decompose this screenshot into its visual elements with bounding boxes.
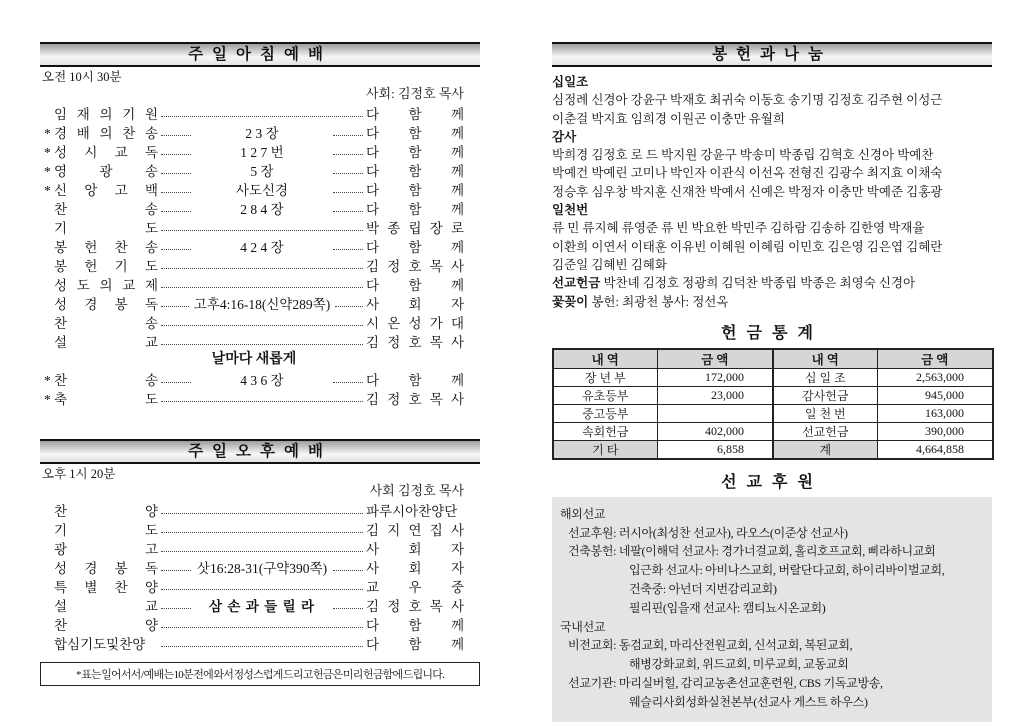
service-row: [44, 179, 464, 198]
service-row: [44, 293, 464, 312]
morning-sermon-title: 날마다 새롭게: [211, 352, 297, 367]
stat-amount: 2,563,000: [877, 368, 993, 386]
service-item-label: 광 고: [54, 542, 158, 557]
service-item-person: 사 회 자: [366, 297, 465, 312]
service-item-value: 5 장: [250, 164, 274, 179]
service-item-label: 경 배 의 찬 송: [54, 126, 158, 141]
dot-leader: [161, 324, 363, 326]
service-item-label: 성 도 의 교 제: [54, 278, 158, 293]
service-item-person: 시 온 성 가 대: [366, 316, 464, 331]
mission-line: 건축중: 아넌더 지번감리교회): [629, 582, 777, 597]
service-row: [44, 557, 464, 576]
service-item-person: 김 정 호 목 사: [366, 599, 464, 614]
scripture-reference: 고후4:16-18(신약289쪽): [193, 297, 331, 312]
service-item-person: 김 정 호 목 사: [366, 335, 464, 350]
dot-leader: [333, 134, 363, 136]
service-item-value: 2 3 장: [245, 126, 279, 141]
stat-label: 속회헌금: [553, 422, 657, 440]
service-row: [44, 122, 464, 141]
service-row: [44, 312, 464, 331]
service-item-person: 다 함 께: [366, 240, 464, 255]
standing-mark: *: [44, 164, 51, 179]
service-item-label: 특 별 찬 양: [54, 580, 158, 595]
dot-leader: [161, 172, 191, 174]
service-item-person: 다 함 께: [366, 618, 464, 633]
table-row: [553, 422, 993, 440]
service-item-person: 다 함 께: [366, 164, 464, 179]
dot-leader: [161, 400, 363, 402]
table-header-row: [553, 349, 993, 369]
service-row: [44, 274, 464, 293]
morning-service-order: [40, 102, 480, 407]
stat-label: 기 타: [553, 440, 657, 459]
mission-line: 필리핀(임을재 선교사: 캠티뇨시온교회): [629, 600, 826, 615]
thanks-heading: 감사: [552, 129, 577, 144]
service-item-person: 다 함 께: [366, 107, 464, 122]
service-item-person: 파루시아찬양단: [366, 504, 458, 519]
stat-label: 중고등부: [553, 404, 657, 422]
service-item-person: 김 지 연 집 사: [366, 523, 464, 538]
left-column: [40, 42, 480, 686]
service-row: [44, 500, 464, 519]
name-line: 박희경 김정호 로 드 박지원 강윤구 박송미 박종립 김혁호 신경아 박예찬: [552, 148, 934, 163]
afternoon-service-header: 주일오후예배: [40, 439, 480, 464]
service-item-label: 기 도: [54, 221, 158, 236]
col-header: 내 역: [553, 349, 657, 369]
stat-label: 십 일 조: [773, 368, 877, 386]
dot-leader: [333, 172, 363, 174]
service-item-label: 찬 송: [54, 373, 158, 388]
service-item-person: 김 정 호 목 사: [366, 259, 464, 274]
dot-leader: [161, 626, 363, 628]
table-row: [553, 386, 993, 404]
service-item-label: 기 도: [54, 523, 158, 538]
standing-mark: *: [44, 373, 51, 388]
dot-leader: [161, 569, 191, 571]
afternoon-presider: 사회 김정호 목사: [369, 483, 464, 498]
service-row: [44, 331, 464, 350]
stat-label: 감사헌금: [773, 386, 877, 404]
afternoon-sermon-title: 삼 손 과 들 릴 라: [208, 599, 316, 614]
service-item-person: 사 회 자: [366, 561, 464, 576]
dot-leader: [333, 607, 363, 609]
service-item-value: 1 2 7 번: [240, 145, 284, 160]
service-item-label: 설 교: [54, 599, 158, 614]
mission-title: 선교후원: [721, 473, 823, 491]
stat-label: 장 년 부: [553, 368, 657, 386]
service-item-label: 성 경 봉 독: [54, 561, 158, 576]
dot-leader: [161, 115, 363, 117]
service-row: [44, 538, 464, 557]
dot-leader: [161, 286, 363, 288]
service-row: [44, 160, 464, 179]
service-row: [44, 595, 464, 614]
flower-heading: 꽃꽂이: [552, 294, 589, 309]
dot-leader: [161, 134, 191, 136]
dot-leader: [333, 210, 363, 212]
stat-amount: 402,000: [657, 422, 773, 440]
stat-amount: 390,000: [877, 422, 993, 440]
dot-leader: [333, 153, 363, 155]
mission-offering-names: 박찬녜 김정호 정광희 김덕찬 박종립 박종은 최영숙 신경아: [603, 276, 916, 291]
offering-section-header: 봉헌과나눔: [552, 42, 992, 67]
table-row: [553, 404, 993, 422]
section-gap: [40, 407, 480, 439]
service-item-label: 봉 헌 기 도: [54, 259, 158, 274]
right-column: [552, 42, 992, 722]
service-item-value: 사도신경: [235, 183, 289, 198]
dot-leader: [161, 645, 363, 647]
standing-mark: *: [44, 392, 51, 407]
stat-label-total: 계: [773, 440, 877, 459]
service-row: [44, 633, 464, 652]
morning-service-time: 오전 10시 30분: [42, 70, 122, 84]
service-item-label: 설 교: [54, 335, 158, 350]
service-item-person: 다 함 께: [366, 373, 464, 388]
dot-leader: [161, 381, 191, 383]
dot-leader: [333, 191, 363, 193]
dot-leader: [333, 569, 363, 571]
table-row: [553, 440, 993, 459]
name-line: 박예건 박예린 고미나 박인자 이관식 이선옥 전형진 김광수 최지효 이채숙: [552, 166, 943, 181]
service-item-value: 4 2 4 장: [240, 240, 284, 255]
offering-names: [552, 73, 992, 311]
mission-line: 해병강화교회, 위드교회, 미루교회, 교동교회: [629, 657, 849, 672]
service-row: [44, 236, 464, 255]
morning-presider: 사회: 김정호 목사: [365, 86, 464, 101]
service-item-label: 찬 양: [54, 618, 158, 633]
dot-leader: [333, 248, 363, 250]
mission-line: 건축봉헌: 네팔(이해덕 선교사: 경가너걸교회, 홀리호프교회, 삐라하니교회: [568, 544, 936, 559]
service-item-label: 임 재 의 기 원: [54, 107, 158, 122]
service-item-person: 다 함 께: [366, 202, 464, 217]
stat-label: 유초등부: [553, 386, 657, 404]
service-item-value: 2 8 4 장: [240, 202, 284, 217]
name-line: 류 민 류지혜 류영준 류 빈 박요한 박민주 김하람 김송하 김한영 박재율: [552, 221, 925, 236]
standing-mark: *: [44, 126, 51, 141]
afternoon-service-time: 오후 1시 20분: [42, 467, 116, 481]
service-row: [44, 369, 464, 388]
dot-leader: [161, 512, 363, 514]
service-item-label: 찬 양: [54, 504, 158, 519]
mission-line: 비전교회: 동검교회, 마리산전원교회, 신석교회, 복된교회,: [568, 638, 853, 653]
service-item-value: 4 3 6 장: [240, 373, 284, 388]
mission-support-box: [552, 497, 992, 722]
morning-service-header: 주일아침예배: [40, 42, 480, 67]
dot-leader: [161, 588, 363, 590]
service-row: [44, 103, 464, 122]
col-header: 금 액: [657, 349, 773, 369]
service-item-person: 박 종 립 장 로: [366, 221, 464, 236]
dot-leader: [161, 248, 191, 250]
flower-names: 봉헌: 최광천 봉사: 정선옥: [591, 294, 729, 309]
dot-leader: [161, 607, 191, 609]
service-item-person: 사 회 자: [366, 542, 464, 557]
service-row: [44, 614, 464, 633]
dot-leader: [161, 210, 191, 212]
service-item-label: 합심기도및찬양: [54, 637, 146, 652]
mission-line: 웨슬리사회성화실천본부(선교사 게스트 하우스): [629, 694, 868, 709]
service-item-label: 축 도: [54, 392, 158, 407]
col-header: 금 액: [877, 349, 993, 369]
name-line: 김준일 김혜빈 김혜화: [552, 257, 667, 272]
service-item-person: 김 정 호 목 사: [366, 392, 464, 407]
stat-amount: 172,000: [657, 368, 773, 386]
standing-mark: *: [44, 145, 51, 160]
name-line: 이환희 이연서 이태훈 이유빈 이혜원 이혜림 이민호 김은영 김은엽 김혜란: [552, 239, 943, 254]
domestic-mission-heading: 국내선교: [560, 619, 606, 634]
service-item-label: 성 시 교 독: [54, 145, 158, 160]
stat-amount: [657, 404, 773, 422]
stat-amount: 945,000: [877, 386, 993, 404]
service-item-label: 찬 송: [54, 316, 158, 331]
dot-leader: [161, 267, 363, 269]
dot-leader: [161, 343, 363, 345]
tithe-heading: 십일조: [552, 75, 589, 89]
offering-stats-table: [552, 348, 994, 460]
afternoon-service-order: [40, 499, 480, 652]
scripture-reference: 삿16:28-31(구약390쪽): [196, 561, 328, 576]
stat-label: 일 천 번: [773, 404, 877, 422]
service-item-person: 다 함 께: [366, 126, 464, 141]
mission-line: 선교후원: 러시아(최성찬 선교사), 라오스(이준상 선교사): [568, 525, 848, 540]
service-item-label: 성 경 봉 독: [54, 297, 158, 312]
service-item-person: 교 우 중: [366, 580, 464, 595]
table-row: [553, 368, 993, 386]
service-row: [44, 519, 464, 538]
mission-line: 입근화 선교사: 아비나스교회, 버랄단다교회, 하이리바이벌교회,: [629, 563, 945, 578]
service-item-label: 영 광 송: [54, 164, 158, 179]
service-item-person: 다 함 께: [366, 278, 464, 293]
mission-offering-line: [552, 274, 992, 292]
service-row: [44, 576, 464, 595]
thousand-heading: 일천번: [552, 203, 589, 218]
service-item-label: 신 앙 고 백: [54, 183, 158, 198]
col-header: 내 역: [773, 349, 877, 369]
service-item-label: 봉 헌 찬 송: [54, 240, 158, 255]
service-row: [44, 198, 464, 217]
stat-amount: 23,000: [657, 386, 773, 404]
flower-line: [552, 293, 992, 311]
overseas-mission-heading: 해외선교: [560, 506, 606, 521]
dot-leader: [161, 531, 363, 533]
service-item-label: 찬 송: [54, 202, 158, 217]
service-row: [44, 217, 464, 236]
mission-offering-heading: 선교헌금: [552, 276, 601, 291]
name-line: 심정례 신경아 강윤구 박재호 최귀숙 이동호 송기명 김정호 김주현 이성근: [552, 93, 943, 108]
stat-amount: 6,858: [657, 440, 773, 459]
standing-mark: *: [44, 183, 51, 198]
dot-leader: [161, 229, 363, 231]
stats-title: 헌금통계: [721, 324, 823, 342]
dot-leader: [161, 191, 191, 193]
service-row: [44, 255, 464, 274]
stat-amount-total: 4,664,858: [877, 440, 993, 459]
service-row: [44, 388, 464, 407]
service-item-person: 다 함 께: [366, 145, 464, 160]
worship-notice: * 표는 일어서서 / 예배는 10분 전에 와서 정성스럽게 드리고 헌금은 미리 헌금함에 드립니다.: [40, 662, 480, 686]
name-line: 정승후 심우창 박지훈 신재찬 박예서 신예은 박정자 이충만 박예준 김홍광: [552, 184, 943, 199]
service-item-person: 다 함 께: [366, 183, 464, 198]
stat-amount: 163,000: [877, 404, 993, 422]
service-item-person: 다 함 께: [366, 637, 464, 652]
stat-label: 선교헌금: [773, 422, 877, 440]
dot-leader: [333, 381, 363, 383]
dot-leader: [161, 550, 363, 552]
dot-leader: [161, 153, 191, 155]
dot-leader: [335, 305, 363, 307]
name-line: 이춘걸 박지효 임희경 이원곤 이충만 유월희: [552, 111, 785, 126]
mission-line: 선교기관: 마리실버힐, 감리교농촌선교훈련원, CBS 기독교방송,: [568, 676, 883, 691]
service-row: [44, 141, 464, 160]
dot-leader: [161, 305, 189, 307]
